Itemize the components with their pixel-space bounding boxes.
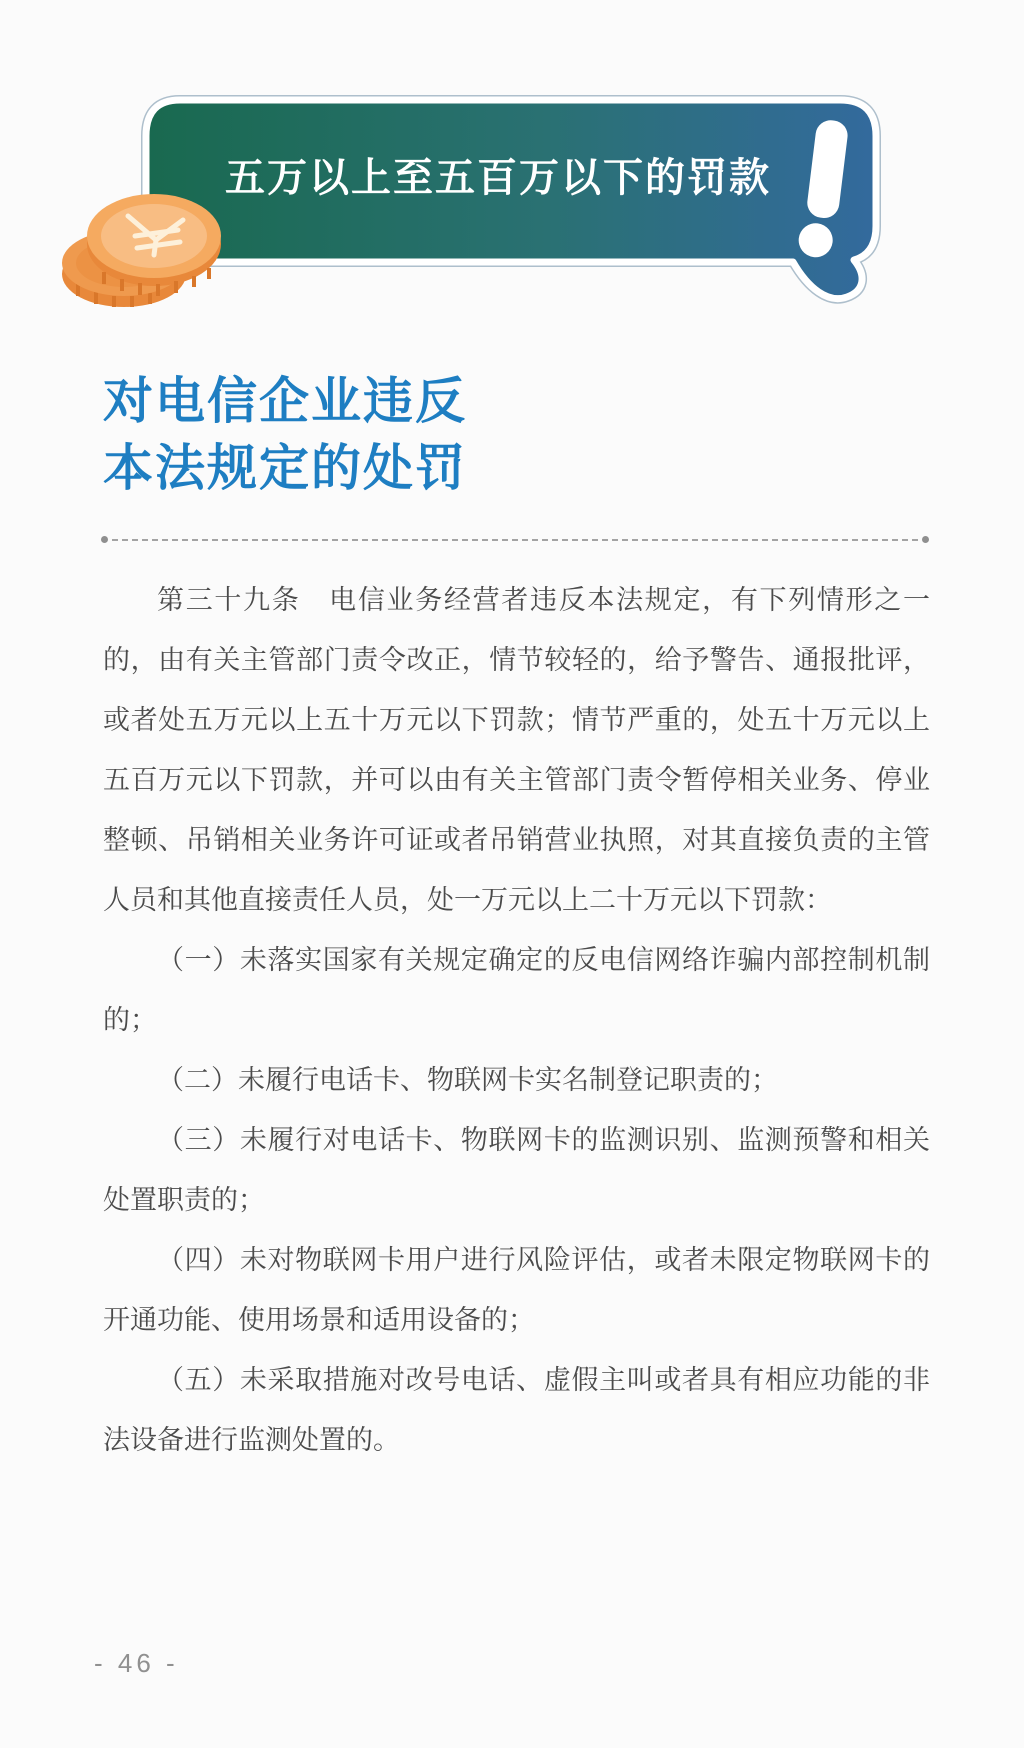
page-title-line2: 本法规定的处罚: [103, 440, 467, 496]
banner-title: 五万以上至五百万以下的罚款: [225, 156, 771, 200]
article-paragraph: （二）未履行电话卡、物联网卡实名制登记职责的；: [157, 1065, 778, 1095]
divider-dashed-line: [112, 539, 918, 541]
section-divider: [101, 536, 929, 543]
article-paragraph: （五）未采取措施对改号电话、虚假主叫或者具有相应功能的非法设备进行监测处置的。: [103, 1365, 930, 1455]
banner-bubble: [140, 94, 890, 309]
article-paragraph: （三）未履行对电话卡、物联网卡的监测识别、监测预警和相关处置职责的；: [103, 1125, 930, 1215]
page-number: - 46 -: [94, 1648, 179, 1678]
article-paragraph: 第三十九条 电信业务经营者违反本法规定，有下列情形之一的，由有关主管部门责令改正，情节较轻的，给予警告、通报批评，或者处五万元以上五十万元以下罚款；情节严重的，处五十万元以上五百万元以下罚款，并可以由有关主管部门责令暂停相关业务、停业整顿、吊销相关业务许可证或者吊销营业执照，对其直接负责的主管人员和其他直接责任人员，处一万元以上二十万元以下罚款：: [103, 585, 930, 915]
divider-dot-right: [922, 536, 929, 543]
page-title: [103, 368, 467, 502]
divider-dot-left: [101, 536, 108, 543]
article-paragraph: （一）未落实国家有关规定确定的反电信网络诈骗内部控制机制的；: [103, 945, 930, 1035]
coin-stack-graphic: [56, 180, 236, 312]
article-body: [103, 570, 930, 1470]
article-paragraph: （四）未对物联网卡用户进行风险评估，或者未限定物联网卡的开通功能、使用场景和适用设备的；: [103, 1245, 930, 1335]
coin-stack-icon: [56, 180, 236, 312]
page-title-line1: 对电信企业违反: [103, 373, 467, 429]
